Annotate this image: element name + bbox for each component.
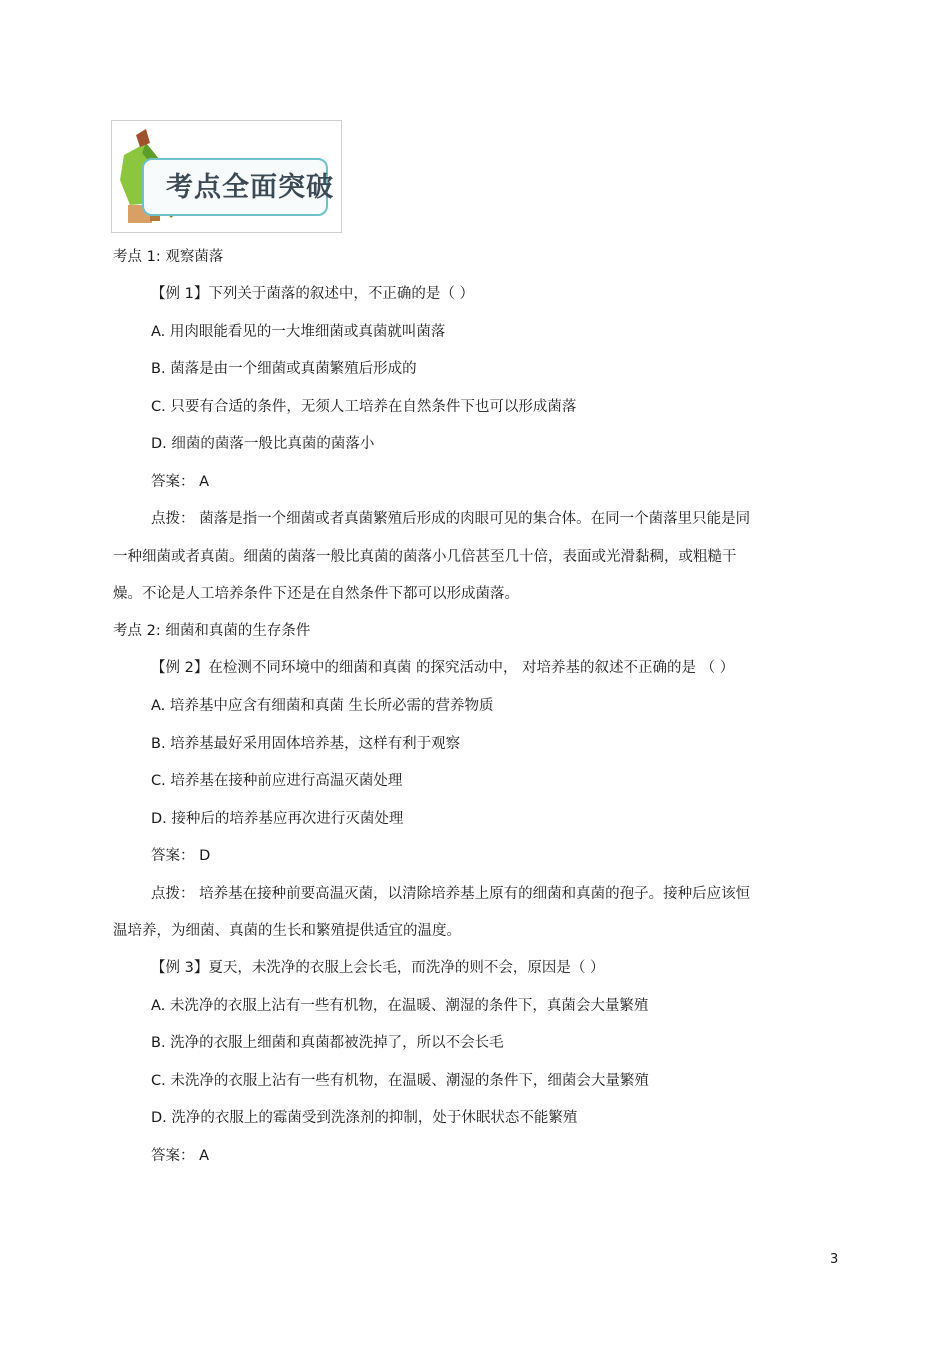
option-a: A. 培养基中应含有细菌和真菌 生长所必需的营养物质 (151, 698, 494, 714)
explanation-line: 燥。不论是人工培养条件下还是在自然条件下都可以形成菌落。 (113, 586, 519, 602)
option-c: C. 培养基在接种前应进行高温灭菌处理 (151, 773, 403, 789)
option-c: C. 未洗净的衣服上沾有一些有机物，在温暖、潮湿的条件下，细菌会大量繁殖 (151, 1073, 649, 1089)
option-c: C. 只要有合适的条件，无须人工培养在自然条件下也可以形成菌落 (151, 399, 577, 415)
option-d: D. 洗净的衣服上的霉菌受到洗涤剂的抑制，处于休眠状态不能繁殖 (151, 1110, 578, 1126)
answer: 答案： A (151, 474, 210, 490)
option-b: B. 菌落是由一个细菌或真菌繁殖后形成的 (151, 361, 417, 377)
option-b: B. 培养基最好采用固体培养基，这样有利于观察 (151, 736, 461, 752)
question-stem: 【例 3】夏天，未洗净的衣服上会长毛，而洗净的则不会，原因是（ ） (151, 960, 605, 976)
option-b: B. 洗净的衣服上细菌和真菌都被洗掉了，所以不会长毛 (151, 1035, 504, 1051)
topic-heading: 考点 2: 细菌和真菌的生存条件 (113, 623, 311, 639)
option-a: A. 未洗净的衣服上沾有一些有机物，在温暖、潮湿的条件下，真菌会大量繁殖 (151, 998, 649, 1014)
topic-heading: 考点 1: 观察菌落 (113, 249, 224, 265)
option-d: D. 细菌的菌落一般比真菌的菌落小 (151, 436, 375, 452)
option-d: D. 接种后的培养基应再次进行灭菌处理 (151, 811, 404, 827)
answer: 答案： A (151, 1148, 210, 1164)
explanation-line: 温培养，为细菌、真菌的生长和繁殖提供适宜的温度。 (113, 923, 461, 939)
explanation-line: 点拨： 培养基在接种前要高温灭菌，以清除培养基上原有的细菌和真菌的孢子。接种后应该恒 (151, 886, 751, 902)
option-a: A. 用肉眼能看见的一大堆细菌或真菌就叫菌落 (151, 324, 446, 340)
answer: 答案： D (151, 848, 211, 864)
banner-title: 考点全面突破 (166, 172, 334, 203)
question-stem: 【例 1】下列关于菌落的叙述中，不正确的是（ ） (151, 286, 474, 302)
explanation-line: 一种细菌或者真菌。细菌的菌落一般比真菌的菌落小几倍甚至几十倍，表面或光滑黏稠，或粗糙干 (113, 549, 737, 565)
question-stem: 【例 2】在检测不同环境中的细菌和真菌 的探究活动中， 对培养基的叙述不正确的是 （ ） (151, 660, 735, 676)
section-banner (111, 120, 342, 233)
page-number: 3 (830, 1252, 839, 1267)
explanation-line: 点拨： 菌落是指一个细菌或者真菌繁殖后形成的肉眼可见的集合体。在同一个菌落里只能是同 (151, 511, 751, 527)
